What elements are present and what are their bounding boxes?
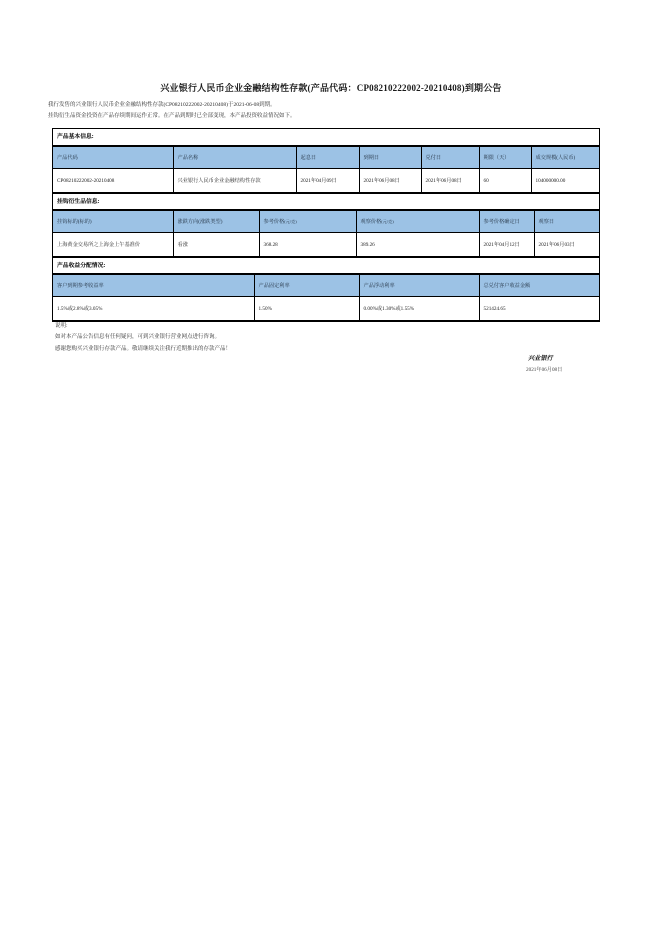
cell-term-days: 60 <box>479 169 531 193</box>
cell-client-reference-yield: 1.5%或2.8%或3.05% <box>53 297 254 321</box>
intro-paragraph-2: 挂钩衍生品资金投资在产品存续期间运作正常。在产品到期时已全部变现，本产品投资收益情况如下。 <box>48 113 296 119</box>
col-maturity-date: 到期日 <box>359 147 421 169</box>
cell-deal-size: 104000000.00 <box>531 169 599 193</box>
table-header-row <box>53 275 599 297</box>
col-client-reference-yield: 客户到期参考收益率 <box>53 275 254 297</box>
table-header-row <box>53 147 599 169</box>
col-fixed-rate: 产品固定利率 <box>254 275 359 297</box>
note-label: 说明: <box>55 323 68 329</box>
intro-paragraph-1: 我行发售的兴业银行人民币企业金融结构性存款(CP08210222002-20210408)于2021-06-08到期。 <box>48 102 276 108</box>
cell-fixed-rate: 1.50% <box>254 297 359 321</box>
cell-total-payout: 521424.65 <box>479 297 599 321</box>
table-header-row <box>53 211 599 233</box>
table-row <box>53 233 599 257</box>
table-row <box>53 297 599 321</box>
price-unit-label: (元/克) <box>381 219 394 224</box>
cell-direction: 看涨 <box>173 233 259 257</box>
section-title-yield-info: 产品收益分配情况: <box>53 257 599 274</box>
col-product-name: 产品名称 <box>173 147 296 169</box>
bank-signature: 兴业银行 <box>528 355 553 362</box>
signature-date: 2021年06月08日 <box>526 367 563 373</box>
cell-payment-date: 2021年06月08日 <box>421 169 479 193</box>
cell-product-name: 兴业银行人民币企业金融结构性存款 <box>173 169 296 193</box>
table-row <box>53 169 599 193</box>
cell-floating-rate: 0.00%或1.30%或1.55% <box>359 297 479 321</box>
section-title-basic-info: 产品基本信息: <box>53 129 599 146</box>
col-direction: 涨跌方向(涨跌类型) <box>173 211 259 233</box>
col-value-date: 起息日 <box>296 147 359 169</box>
cell-value-date: 2021年04月09日 <box>296 169 359 193</box>
col-floating-rate: 产品浮动利率 <box>359 275 479 297</box>
col-product-code: 产品代码 <box>53 147 173 169</box>
cell-observation-date: 2021年06月03日 <box>534 233 599 257</box>
cell-underlying: 上海黄金交易所之上海金上午基准价 <box>53 233 173 257</box>
col-total-payout: 总兑付客户收益金额 <box>479 275 599 297</box>
col-reference-price: 参考价格(元/克) <box>259 211 356 233</box>
col-observed-price: 观察价格(元/克) <box>356 211 479 233</box>
price-unit-label: (元/克) <box>284 219 297 224</box>
note-line-2: 感谢您购买兴业银行存款产品。敬请继续关注我行近期推出的存款产品！ <box>55 346 232 352</box>
col-payment-date: 兑付日 <box>421 147 479 169</box>
cell-product-code: CP08210222002-20210408 <box>53 169 173 193</box>
cell-observed-price: 389.26 <box>356 233 479 257</box>
cell-maturity-date: 2021年06月08日 <box>359 169 421 193</box>
col-deal-size: 成交规模(人民币) <box>531 147 599 169</box>
col-observation-date: 观察日 <box>534 211 599 233</box>
cell-reference-price: 368.28 <box>259 233 356 257</box>
cell-reference-price-date: 2021年04月12日 <box>479 233 534 257</box>
col-underlying: 挂钩标的(标的) <box>53 211 173 233</box>
col-term-days: 期限（天） <box>479 147 531 169</box>
table-yield-info <box>53 274 599 321</box>
page-title: 兴业银行人民币企业金融结构性存款(产品代码：CP08210222002-20210408)到期公告 <box>160 83 502 93</box>
tables-container <box>52 128 600 322</box>
col-reference-price-date: 参考价格确定日 <box>479 211 534 233</box>
table-basic-info <box>53 146 599 193</box>
table-derivative-info <box>53 210 599 257</box>
section-title-derivative-info: 挂钩衍生品信息: <box>53 193 599 210</box>
note-line-1: 如对本产品公告信息有任何疑问，可到兴业银行营业网点进行咨询。 <box>55 334 221 340</box>
